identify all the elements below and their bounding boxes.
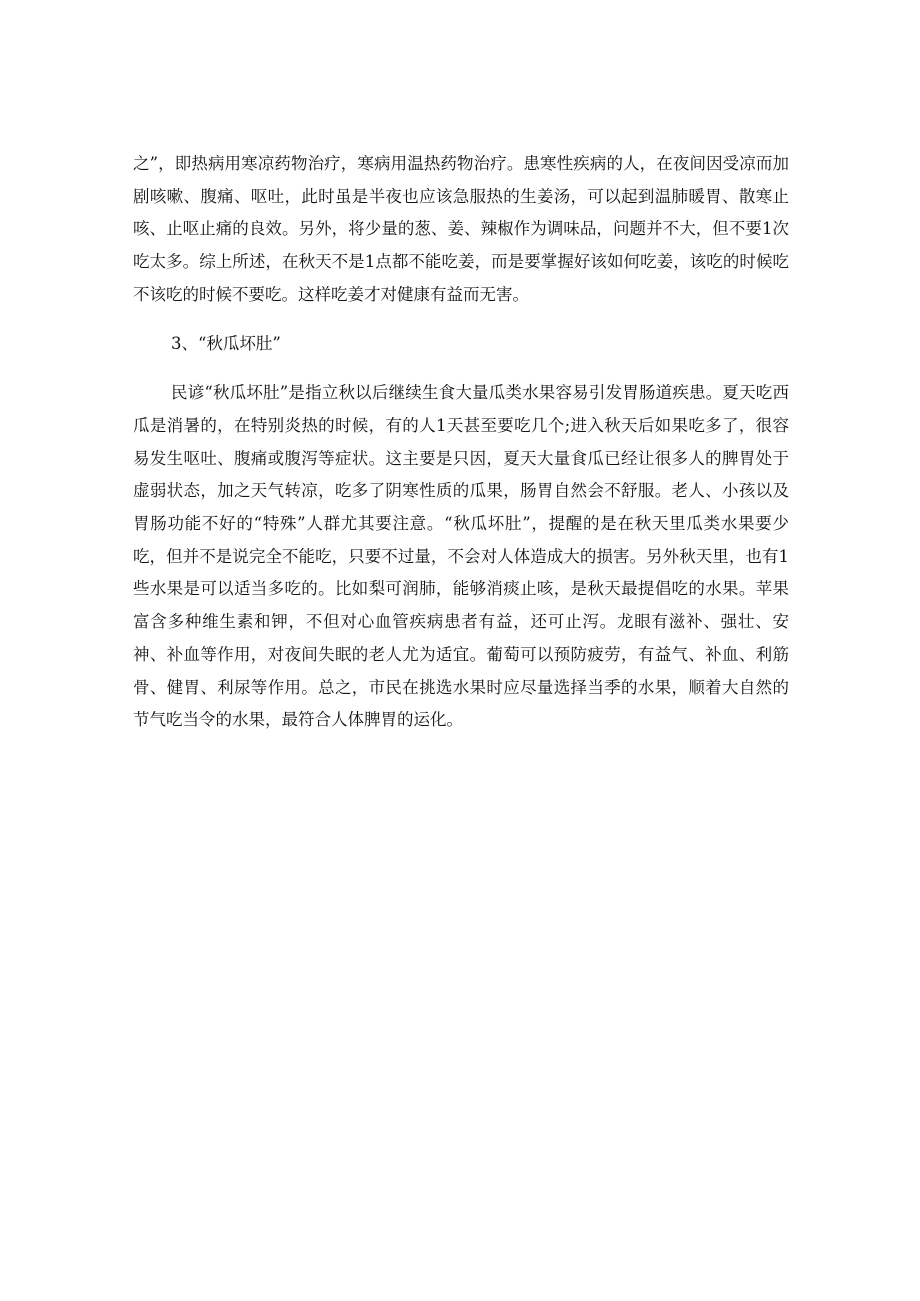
paragraph-continued: 之”，即热病用寒凉药物治疗，寒病用温热药物治疗。患寒性疾病的人，在夜间因受凉而加剧咳嗽、腹痛、呕吐，此时虽是半夜也应该急服热的生姜汤，可以起到温肺暖胃、散寒止咳、止呕止痛的良效。另外，将少量的葱、姜、辣椒作为调味品，问题并不大，但不要1次吃太多。综上所述，在秋天不是1点都不能吃姜，而是要掌握好该如何吃姜，该吃的时候吃不该吃的时候不要吃。这样吃姜才对健康有益而无害。	[133, 154, 789, 304]
section-body-paragraph: 民谚“秋瓜坏肚”是指立秋以后继续生食大量瓜类水果容易引发胃肠道疾患。夏天吃西瓜是消暑的，在特别炎热的时候，有的人1天甚至要吃几个;进入秋天后如果吃多了，很容易发生呕吐、腹痛或腹泻等症状。这主要是只因，夏天大量食瓜已经让很多人的脾胃处于虚弱状态，加之天气转凉，吃多了阴寒性质的瓜果，肠胃自然会不舒服。老人、小孩以及胃肠功能不好的“特殊”人群尤其要注意。“秋瓜坏肚”，提醒的是在秋天里瓜类水果要少吃，但并不是说完全不能吃，只要不过量，不会对人体造成大的损害。另外秋天里，也有1些水果是可以适当多吃的。比如梨可润肺，能够消痰止咳，是秋天最提倡吃的水果。苹果富含多种维生素和钾，不但对心血管疾病患者有益，还可止泻。龙眼有滋补、强壮、安神、补血等作用，对夜间失眠的老人尤为适宜。葡萄可以预防疲劳，有益气、补血、利筋骨、健胃、利尿等作用。总之，市民在挑选水果时应尽量选择当季的水果，顺着大自然的节气吃当令的水果，最符合人体脾胃的运化。	[133, 383, 789, 730]
document-body	[133, 148, 789, 737]
section-heading: 3、“秋瓜坏肚”	[171, 333, 281, 353]
